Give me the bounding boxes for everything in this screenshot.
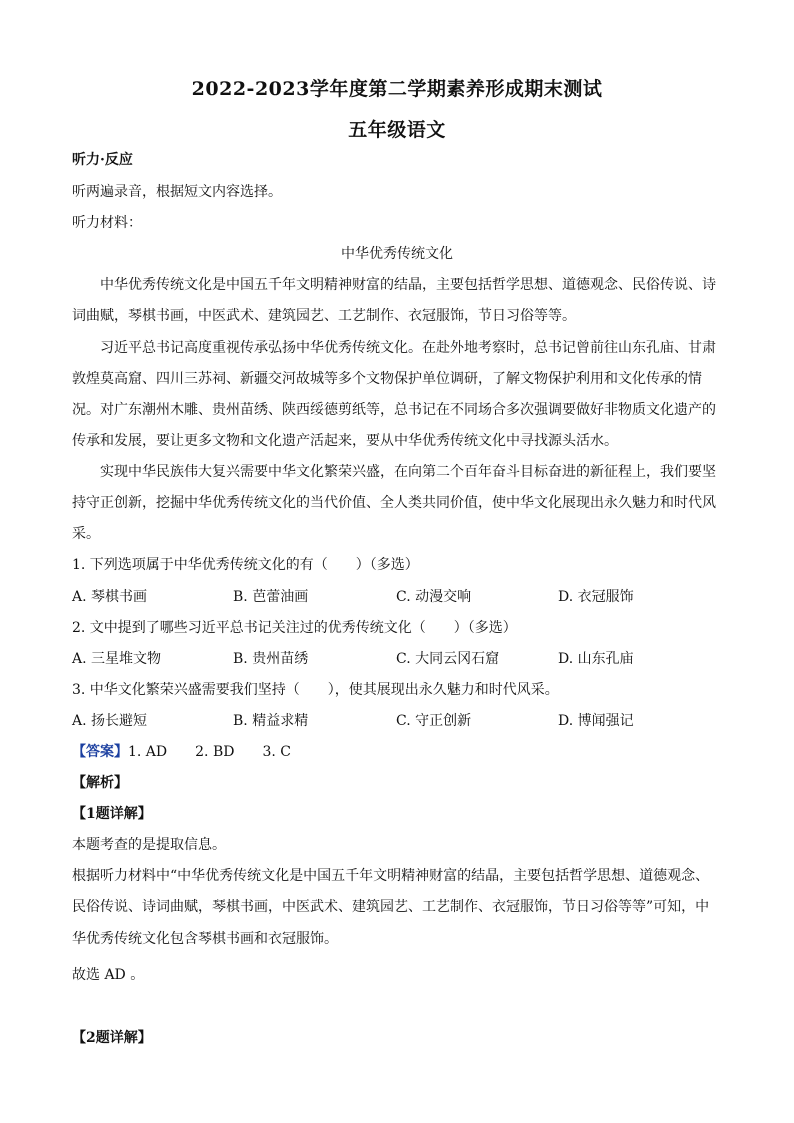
question-option: D. 山东孔庙 bbox=[558, 651, 634, 667]
article-line: 词曲赋，琴棋书画，中医武术、建筑园艺、工艺制作、衣冠服饰，节日习俗等等。 bbox=[72, 308, 576, 324]
question-option: C. 大同云冈石窟 bbox=[396, 651, 500, 667]
question-option: B. 贵州苗绣 bbox=[233, 651, 309, 667]
article-title: 中华优秀传统文化 bbox=[341, 246, 453, 262]
question-option: A. 琴棋书画 bbox=[72, 589, 148, 605]
analysis-line: 华优秀传统文化包含琴棋书画和衣冠服饰。 bbox=[72, 931, 338, 947]
answer-line bbox=[72, 742, 291, 762]
article-line: 敦煌莫高窟、四川三苏祠、新疆交河故城等多个文物保护单位调研，了解文物保护利用和文化传承的情 bbox=[72, 371, 702, 387]
article-line: 习近平总书记高度重视传承弘扬中华优秀传统文化。在赴外地考察时，总书记曾前往山东孔庙、甘肃 bbox=[100, 340, 716, 356]
question-option: D. 博闻强记 bbox=[558, 713, 634, 729]
article-line: 中华优秀传统文化是中国五千年文明精神财富的结晶，主要包括哲学思想、道德观念、民俗传说、诗 bbox=[100, 277, 716, 293]
question-option: C. 动漫交响 bbox=[396, 589, 472, 605]
article-line: 持守正创新，挖掘中华优秀传统文化的当代价值、全人类共同价值，使中华文化展现出永久魅力和时代风 bbox=[72, 495, 716, 511]
q2-analysis-label: 【2题详解】 bbox=[72, 1030, 152, 1046]
article-line: 况。对广东潮州木雕、贵州苗绣、陕西绥德剪纸等，总书记在不同场合多次强调要做好非物质文化遗产的 bbox=[72, 402, 716, 418]
answer-text: 1. AD 2. BD 3. C bbox=[128, 744, 291, 760]
analysis-line: 根据听力材料中“中华优秀传统文化是中国五千年文明精神财富的结晶，主要包括哲学思想、道德观念、 bbox=[72, 868, 710, 884]
question-stem: 2. 文中提到了哪些习近平总书记关注过的优秀传统文化（ ）（多选） bbox=[72, 620, 517, 636]
exam-title: 2022-2023学年度第二学期素养形成期末测试 bbox=[191, 78, 603, 100]
question-stem: 3. 中华文化繁荣兴盛需要我们坚持（ ），使其展现出永久魅力和时代风采。 bbox=[72, 682, 559, 698]
question-option: D. 衣冠服饰 bbox=[558, 589, 634, 605]
article-line: 采。 bbox=[72, 526, 100, 542]
q1-analysis-label: 【1题详解】 bbox=[72, 806, 152, 822]
section-instruction: 听两遍录音，根据短文内容选择。 bbox=[72, 184, 282, 200]
question-option: A. 扬长避短 bbox=[72, 713, 148, 729]
question-option: B. 芭蕾油画 bbox=[233, 589, 309, 605]
answer-label: 【答案】 bbox=[72, 744, 128, 760]
question-option: B. 精益求精 bbox=[233, 713, 309, 729]
section-heading: 听力·反应 bbox=[72, 152, 133, 168]
analysis-line: 民俗传说、诗词曲赋，琴棋书画，中医武术、建筑园艺、工艺制作、衣冠服饰，节日习俗等等”可知，中 bbox=[72, 899, 710, 915]
material-label: 听力材料： bbox=[72, 215, 142, 231]
article-line: 实现中华民族伟大复兴需要中华文化繁荣兴盛，在向第二个百年奋斗目标奋进的新征程上，我们要坚 bbox=[100, 464, 716, 480]
question-option: A. 三星堆文物 bbox=[72, 651, 162, 667]
question-option: C. 守正创新 bbox=[396, 713, 472, 729]
analysis-line: 故选 AD 。 bbox=[72, 967, 145, 983]
exam-subtitle: 五年级语文 bbox=[348, 119, 446, 141]
article-line: 传承和发展，要让更多文物和文化遗产活起来，要从中华优秀传统文化中寻找源头活水。 bbox=[72, 433, 618, 449]
question-stem: 1. 下列选项属于中华优秀传统文化的有（ ）（多选） bbox=[72, 557, 419, 573]
analysis-line: 本题考查的是提取信息。 bbox=[72, 837, 226, 853]
analysis-label: 【解析】 bbox=[72, 775, 128, 791]
